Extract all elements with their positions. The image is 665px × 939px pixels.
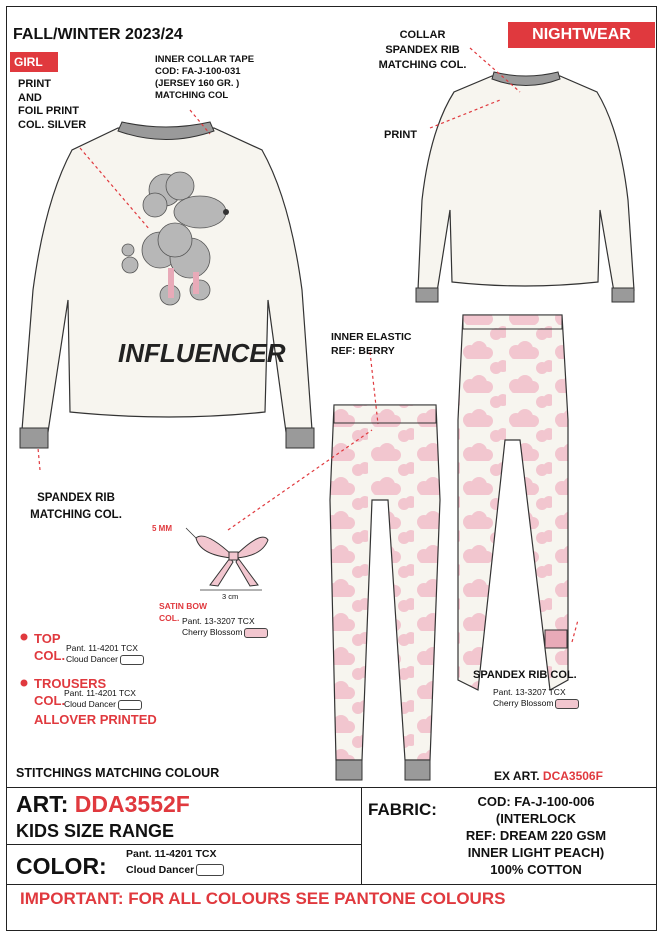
- art-code: DDA3552F: [74, 791, 190, 817]
- satin-bow-pantone: Pant. 13-3207 TCX: [182, 616, 255, 626]
- fabric-line: 100% COTTON: [490, 862, 582, 877]
- callout-line: SATIN BOW: [159, 601, 208, 611]
- callout-line: MATCHING COL.: [378, 59, 467, 71]
- callout-line: SPANDEX RIB: [37, 492, 115, 504]
- back-top-drawing: [416, 48, 634, 302]
- gender-badge: GIRL: [10, 52, 58, 72]
- top-pantone: Pant. 11-4201 TCX: [66, 643, 138, 653]
- color-name: Cloud Dancer: [66, 654, 118, 664]
- top-color-label: [34, 630, 65, 664]
- print-back-callout: PRINT: [384, 129, 417, 141]
- color-name: Cloud Dancer: [126, 864, 195, 876]
- label-line: TROUSERS: [34, 676, 107, 691]
- bow-detail-drawing: [196, 536, 268, 586]
- callout-line: MATCHING COL: [155, 90, 229, 101]
- art-line: [16, 791, 190, 818]
- stitching-note: STITCHINGS MATCHING COLOUR: [16, 766, 220, 780]
- front-trousers-drawing: [228, 352, 440, 780]
- season-title: FALL/WINTER 2023/24: [13, 26, 183, 43]
- callout-line: MATCHING COL.: [30, 509, 122, 521]
- important-note: IMPORTANT: FOR ALL COLOURS SEE PANTONE COLOURS: [20, 889, 506, 908]
- color-swatch: [555, 699, 579, 709]
- color-swatch: [196, 864, 224, 876]
- size-range: KIDS SIZE RANGE: [16, 821, 175, 841]
- callout-line: COL.: [159, 613, 180, 623]
- category-badge: NIGHTWEAR: [508, 22, 655, 48]
- callout-line: COLLAR: [399, 29, 446, 41]
- fabric-line: (INTERLOCK: [495, 811, 577, 826]
- fabric-line: COD: FA-J-100-006: [477, 794, 595, 809]
- callout-line: (JERSEY 160 GR. ): [155, 78, 240, 89]
- bow-length-label: 3 cm: [222, 592, 239, 601]
- front-top-drawing: [20, 110, 314, 470]
- callout-line: PRINT: [18, 78, 51, 90]
- spandex-left-callout: [26, 490, 126, 524]
- cuff-color: [493, 698, 579, 709]
- spandex-cuff-callout: SPANDEX RIB COL.: [473, 669, 577, 681]
- color-label: COLOR:: [16, 853, 107, 879]
- allover-printed-label: ALLOVER PRINTED: [34, 712, 157, 727]
- satin-bow-color: [182, 627, 268, 638]
- callout-line: FOIL PRINT: [18, 105, 79, 117]
- color-name: Cherry Blossom: [182, 627, 243, 637]
- callout-line: REF: BERRY: [331, 345, 395, 357]
- bow-width-label: 5 MM: [152, 524, 172, 533]
- color-name: Cherry Blossom: [493, 698, 554, 708]
- color-swatch: [118, 700, 142, 710]
- cuff-pantone: Pant. 13-3207 TCX: [493, 687, 566, 697]
- ex-art-code: DCA3506F: [542, 769, 603, 783]
- callout-line: COD: FA-J-100-031: [155, 66, 241, 77]
- color-pantone: Pant. 11-4201 TCX: [126, 848, 217, 860]
- fabric-details: [456, 793, 616, 878]
- back-trousers-drawing: [458, 315, 578, 690]
- art-label: ART:: [16, 791, 69, 817]
- color-name-row: [126, 864, 224, 876]
- fabric-line: REF: DREAM 220 GSM: [465, 828, 607, 843]
- top-color: [66, 654, 144, 665]
- ex-art: [494, 769, 603, 783]
- trousers-color: [64, 699, 142, 710]
- callout-line: COL. SILVER: [18, 118, 87, 131]
- label-line: COL.: [34, 648, 66, 663]
- fabric-label: FABRIC:: [368, 800, 437, 819]
- trousers-pantone: Pant. 11-4201 TCX: [64, 688, 136, 698]
- inner-elastic-callout: [331, 330, 412, 358]
- influencer-print: INFLUENCER: [118, 338, 286, 368]
- label-line: TOP: [34, 631, 61, 646]
- color-swatch: [244, 628, 268, 638]
- fabric-line: INNER LIGHT PEACH): [467, 845, 605, 860]
- color-swatch: [120, 655, 144, 665]
- label-line: COL.: [34, 693, 66, 708]
- callout-line: AND: [18, 91, 42, 104]
- color-name: Cloud Dancer: [64, 699, 116, 709]
- callout-line: INNER ELASTIC: [331, 331, 412, 343]
- ex-art-label: EX ART.: [494, 769, 540, 783]
- callout-line: SPANDEX RIB: [385, 44, 460, 56]
- callout-line: INNER COLLAR TAPE: [155, 54, 255, 65]
